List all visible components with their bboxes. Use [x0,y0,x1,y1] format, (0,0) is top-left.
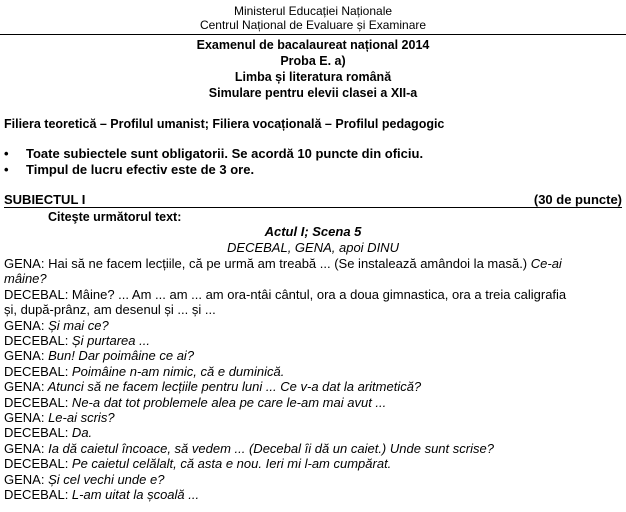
dialogue-line [4,348,194,364]
dialogue-text-italic: Ce-ai [530,256,562,271]
speaker-name: DECEBAL: [4,333,69,348]
dialogue-text-italic: L-am uitat la școală ... [68,487,200,502]
dialogue-text-italic: Le-ai scris? [44,410,115,425]
speaker-name: DECEBAL: [4,456,69,472]
header-divider [0,34,626,35]
dialogue-text-italic: Pe caietul celălalt, că asta e nou. Ieri mi l-am cumpărat. [68,456,392,472]
dialogue-text: Hai să ne facem lecțiile, că pe urmă am treabă ... (Se instalează amândoi la masă.) [44,256,531,271]
dialogue-line [4,472,164,488]
dialogue-line [4,425,92,441]
dialogue-line [4,364,284,380]
speaker-name: DECEBAL: [4,425,69,441]
dialogue-line [4,379,421,395]
dialogue-line [4,318,109,334]
dialogue-line [4,487,199,503]
dialogue-line [4,256,562,272]
speaker-name: DECEBAL: [4,286,69,302]
exam-simulation: Simulare pentru elevii clasei a XII-a [208,86,418,100]
speaker-name: GENA: [4,440,45,456]
dialogue-line [4,302,216,318]
exam-proba: Proba E. a) [280,54,346,68]
exam-subject: Limba și literatura română [234,70,392,84]
dialogue-line [4,456,391,472]
speaker-name: GENA: [4,471,45,487]
dialogue-line [4,441,494,457]
dialogue-text-italic: Poimâine n-am nimic, că e duminică. [68,363,285,379]
act-title: Actul I; Scena 5 [264,224,362,239]
dialogue-text: și, după-prânz, am desenul și ... și ... [4,302,216,318]
speaker-name: GENA: [4,317,45,333]
subiect-points: (30 de puncte) [533,192,622,207]
speaker-name: GENA: [4,410,45,425]
dialogue-text: Mâine? ... Am ... am ... am ora-ntâi cântul, ora a doua gimnastica, ora a treia caligrafia [68,286,567,302]
speaker-name: GENA: [4,348,45,364]
speaker-name: DECEBAL: [4,363,69,379]
center-name: Centrul Național de Evaluare și Examinare [199,18,427,32]
dialogue-line [4,287,566,303]
dialogue-text-italic: Și cel vechi unde e? [44,471,165,487]
dialogue-line [4,395,386,411]
rule-item: • Timpul de lucru efectiv este de 3 ore. [4,162,255,177]
dialogue-text-italic: Atunci să ne facem lecțiile pentru luni ... Ce v-a dat la aritmetică? [44,379,422,395]
dialogue-text-italic: Da. [68,425,93,441]
dialogue-line [4,333,150,349]
dialogue-line [4,271,47,287]
subiect-label: SUBIECTUL I [4,192,86,207]
speaker-name: DECEBAL: [4,487,69,502]
subiect-divider [4,207,622,208]
speaker-name: GENA: [4,256,45,271]
dialogue-text-italic: Bun! Dar poimâine ce ai? [44,348,195,364]
dialogue-line [4,410,115,426]
dialogue-text-italic: Și mai ce? [44,317,109,333]
rule-text: Timpul de lucru efectiv este de 3 ore. [26,162,255,177]
dialogue-text-italic: mâine? [4,271,47,287]
instruction: Citeşte următorul text: [48,210,182,224]
ministry-name: Ministerul Educației Naționale [233,4,393,18]
dialogue-text-italic: Ne-a dat tot problemele alea pe care le-am mai avut ... [68,394,387,410]
dialogue-text-italic: Și purtarea ... [68,333,150,348]
rule-item: • Toate subiectele sunt obligatorii. Se acordă 10 puncte din oficiu. [4,146,424,161]
speaker-name: DECEBAL: [4,394,69,410]
filiera-line: Filiera teoretică – Profilul umanist; Filiera vocațională – Profilul pedagogic [4,117,445,131]
dialogue-text-italic: Ia dă caietul încoace, să vedem ... (Decebal îi dă un caiet.) Unde sunt scrise? [44,440,494,456]
subiect-heading [4,192,622,208]
rule-text: Toate subiectele sunt obligatorii. Se acordă 10 puncte din oficiu. [26,146,424,161]
speaker-name: GENA: [4,379,45,395]
exam-title: Examenul de bacalaureat național 2014 [196,38,430,52]
characters-line: DECEBAL, GENA, apoi DINU [227,240,399,255]
